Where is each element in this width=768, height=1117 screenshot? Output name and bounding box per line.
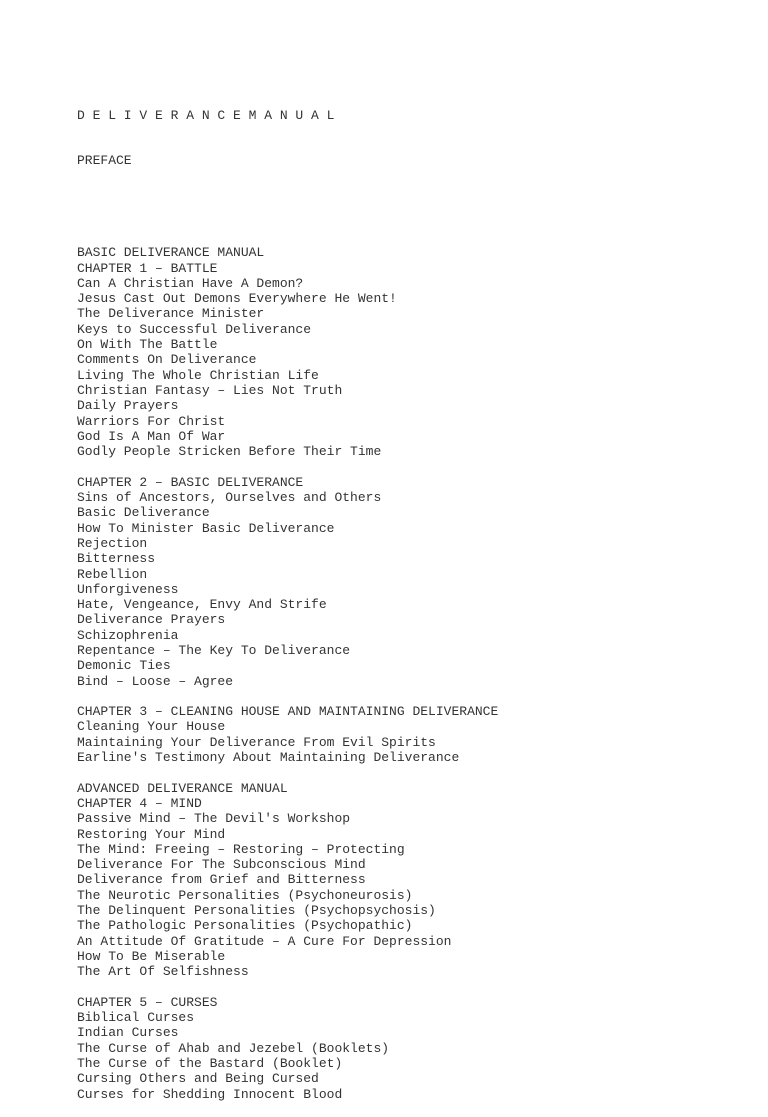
toc-entry: Hate, Vengeance, Envy And Strife (77, 597, 327, 613)
toc-entry: The Deliverance Minister (77, 306, 265, 322)
toc-entry: The Neurotic Personalities (Psychoneurosis) (77, 887, 413, 903)
toc-entry: Maintaining Your Deliverance From Evil Spirits (77, 734, 436, 750)
toc-section (77, 995, 498, 1102)
toc-entry: Can A Christian Have A Demon? (77, 275, 304, 291)
section-heading: CHAPTER 2 – BASIC DELIVERANCE (77, 474, 304, 490)
spacer (77, 459, 498, 474)
toc-entry: God Is A Man Of War (77, 428, 226, 444)
toc-section (77, 245, 498, 459)
toc-entry: Daily Prayers (77, 398, 179, 414)
toc-section (77, 704, 498, 765)
table-of-contents (77, 245, 498, 1102)
toc-entry: Demonic Ties (77, 658, 171, 674)
preface-heading: PREFACE (77, 153, 132, 169)
section-heading: ADVANCED DELIVERANCE MANUAL (77, 780, 288, 796)
toc-section (77, 475, 498, 689)
toc-entry: Bitterness (77, 551, 156, 567)
toc-entry: Indian Curses (77, 1025, 179, 1041)
toc-entry: Earline's Testimony About Maintaining Deliverance (77, 750, 460, 766)
toc-entry: Jesus Cast Out Demons Everywhere He Went! (77, 291, 397, 307)
toc-entry: Sins of Ancestors, Ourselves and Others (77, 490, 382, 506)
document-title: D E L I V E R A N C E M A N U A L (77, 107, 335, 123)
spacer (77, 980, 498, 995)
spacer (77, 199, 498, 214)
toc-entry: The Curse of Ahab and Jezebel (Booklets) (77, 1040, 390, 1056)
toc-entry: The Pathologic Personalities (Psychopathic) (77, 918, 413, 934)
toc-entry: Godly People Stricken Before Their Time (77, 444, 382, 460)
toc-entry: Cursing Others and Being Cursed (77, 1071, 319, 1087)
spacer (77, 765, 498, 780)
toc-entry: Living The Whole Christian Life (77, 367, 319, 383)
toc-entry: The Curse of the Bastard (Booklet) (77, 1056, 343, 1071)
toc-entry: Warriors For Christ (77, 413, 226, 429)
toc-entry: Unforgiveness (77, 581, 179, 597)
toc-entry: On With The Battle (77, 337, 218, 353)
toc-entry: Schizophrenia (77, 627, 179, 643)
toc-entry: Restoring Your Mind (77, 826, 226, 842)
toc-entry: The Art Of Selfishness (77, 964, 249, 980)
toc-entry: The Mind: Freeing – Restoring – Protecting (77, 841, 405, 857)
section-heading: CHAPTER 5 – CURSES (77, 994, 218, 1010)
toc-entry: The Delinquent Personalities (Psychopsychosis) (77, 903, 436, 919)
toc-section (77, 781, 498, 980)
toc-entry: Bind – Loose – Agree (77, 673, 234, 689)
toc-entry: Passive Mind – The Devil's Workshop (77, 811, 351, 827)
toc-entry: Rebellion (77, 566, 148, 582)
toc-entry: Keys to Successful Deliverance (77, 321, 312, 337)
toc-entry: An Attitude Of Gratitude – A Cure For Depression (77, 933, 452, 949)
toc-entry: Rejection (77, 535, 148, 551)
toc-entry: Deliverance Prayers (77, 612, 226, 628)
toc-entry: Deliverance from Grief and Bitterness (77, 872, 366, 888)
toc-entry: Repentance – The Key To Deliverance (77, 642, 351, 658)
toc-entry: Christian Fantasy – Lies Not Truth (77, 382, 343, 398)
toc-entry: How To Minister Basic Deliverance (77, 520, 335, 536)
toc-entry: How To Be Miserable (77, 948, 226, 964)
section-heading: CHAPTER 3 – CLEANING HOUSE AND MAINTAINING DELIVERANCE (77, 704, 499, 720)
section-heading: CHAPTER 1 – BATTLE (77, 260, 218, 276)
toc-entry: Cleaning Your House (77, 719, 226, 735)
toc-entry: Comments On Deliverance (77, 352, 257, 368)
spacer (77, 689, 498, 704)
toc-entry: Deliverance For The Subconscious Mind (77, 857, 366, 873)
document-page (77, 77, 498, 1117)
toc-entry: Biblical Curses (77, 1010, 195, 1026)
toc-entry: Curses for Shedding Innocent Blood (77, 1086, 343, 1102)
section-heading: BASIC DELIVERANCE MANUAL (77, 245, 265, 261)
toc-entry: Basic Deliverance (77, 505, 210, 521)
section-heading: CHAPTER 4 – MIND (77, 795, 202, 811)
